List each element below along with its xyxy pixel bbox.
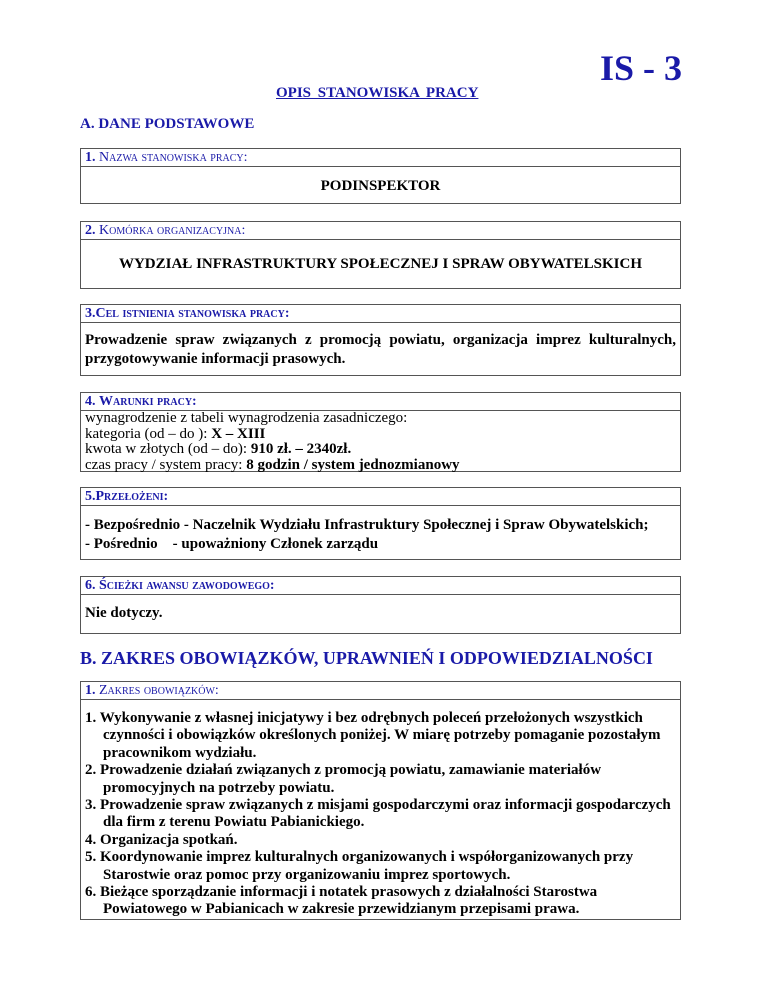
indirect-superior-label: - Pośrednio [85, 536, 158, 552]
field-number: 1. [85, 683, 99, 698]
duty-item: 1. Wykonywanie z własnej inicjatywy i bez odrębnych poleceń przełożonych wszystkich czynności i obowiązków określonych poniżej. W miarę potrzeby pomaganie pozostałym pracownikom wydziału. [85, 710, 661, 761]
conditions-box [80, 392, 681, 472]
field-label: Komórka organizacyjna: [99, 223, 246, 238]
department-value: WYDZIAŁ INFRASTRUKTURY SPOŁECZNEJ I SPRAW OBYWATELSKICH [118, 256, 643, 272]
career-path-value: Nie dotyczy. [85, 605, 163, 621]
superiors-header [81, 488, 680, 506]
position-name-box [80, 148, 681, 204]
department-header [81, 222, 680, 240]
conditions-body [81, 411, 680, 473]
salary-value: 910 zł. – 2340zł. [250, 441, 352, 457]
salary-label: kwota w złotych (od – do): [85, 441, 251, 457]
field-label: Cel istnienia stanowiska pracy: [95, 306, 290, 321]
category-label: kategoria (od – do ): [85, 425, 212, 442]
duties-header [81, 682, 680, 700]
field-label: Przełożeni: [95, 489, 169, 504]
career-path-header [81, 577, 680, 595]
superiors-box [80, 487, 681, 560]
category-line [85, 427, 676, 443]
indirect-superior-value: - upoważniony Członek zarządu [172, 536, 379, 552]
duty-item: 6. Bieżące sporządzanie informacji i notatek prasowych z działalności Starostwa Powiatowego w Pabianicach w zakresie przewidzianym przepisami prawa. [85, 884, 598, 918]
field-label: Nazwa stanowiska pracy: [99, 150, 248, 165]
category-value: X – XIII [211, 425, 266, 442]
conditions-header [81, 393, 680, 411]
document-title: OPIS STANOWISKA PRACY [276, 85, 479, 101]
section-b-heading: B. ZAKRES OBOWIĄZKÓW, UPRAWNIEŃ I ODPOWIEDZIALNOŚCI [80, 648, 653, 668]
duties-body [81, 700, 680, 919]
superiors-body [81, 506, 680, 554]
document-code: IS - 3 [599, 48, 682, 88]
work-time-label: czas pracy / system pracy: [85, 456, 247, 473]
position-name-value: PODINSPEKTOR [320, 178, 441, 194]
field-label: Warunki pracy: [99, 394, 197, 409]
purpose-box [80, 304, 681, 376]
work-time-line [85, 458, 676, 474]
field-label: Zakres obowiązków: [99, 683, 219, 698]
field-number: 2. [85, 223, 99, 238]
salary-table-line: wynagrodzenie z tabeli wynagrodzenia zasadniczego: [85, 410, 408, 426]
field-number: 3. [85, 306, 96, 321]
duty-item: 4. Organizacja spotkań. [85, 831, 238, 848]
purpose-header [81, 305, 680, 323]
direct-superior: - Bezpośrednio - Naczelnik Wydziału Infrastruktury Społecznej i Spraw Obywatelskich; [85, 517, 649, 533]
field-number: 5. [85, 489, 96, 504]
section-a-heading: A. DANE PODSTAWOWE [80, 116, 255, 132]
duty-item: 3. Prowadzenie spraw związanych z misjami gospodarczymi oraz informacji gospodarczych dla firm z terenu Powiatu Pabianickiego. [85, 797, 671, 831]
salary-line [85, 442, 676, 458]
department-box [80, 221, 681, 289]
field-number: 1. [85, 150, 99, 165]
duties-list [85, 710, 676, 919]
purpose-value: Prowadzenie spraw związanych z promocją powiatu, organizacja imprez kulturalnych, przygotowywanie informacji prasowych. [85, 332, 676, 367]
field-number: 6. [85, 578, 99, 593]
career-path-box [80, 576, 681, 634]
duty-item: 2. Prowadzenie działań związanych z promocją powiatu, zamawianie materiałów promocyjnych na potrzeby powiatu. [85, 762, 602, 796]
work-time-value: 8 godzin / system jednozmianowy [246, 456, 460, 473]
field-number: 4. [85, 394, 99, 409]
position-name-header [81, 149, 680, 167]
field-label: Ścieżki awansu zawodowego: [99, 578, 275, 593]
duty-item: 5. Koordynowanie imprez kulturalnych organizowanych i współorganizowanych przy Starostwie oraz pomoc przy organizowaniu imprez sportowych. [85, 849, 634, 883]
indirect-superior-line [85, 535, 676, 554]
duties-box [80, 681, 681, 920]
